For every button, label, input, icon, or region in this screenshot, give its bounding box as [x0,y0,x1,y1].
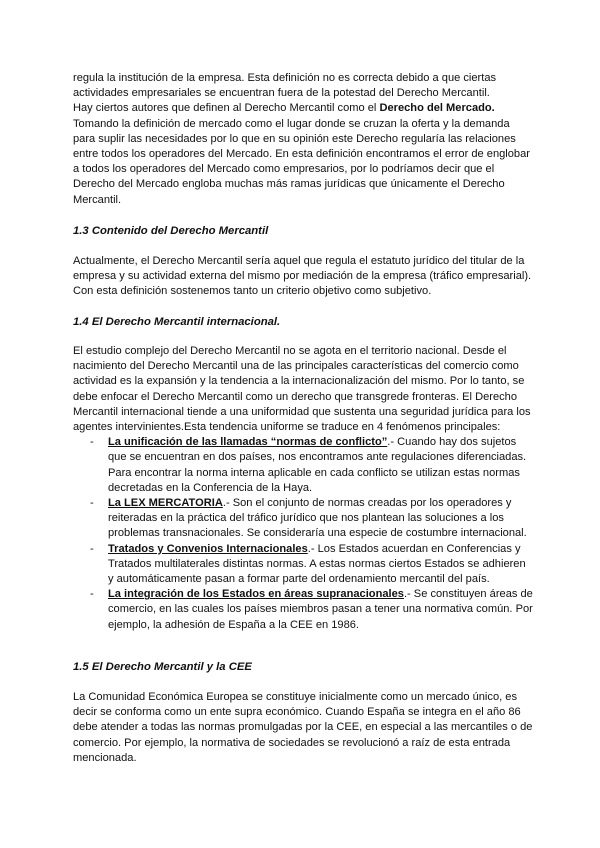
list-item-title: La integración de los Estados en áreas supranacionales [108,588,404,601]
dash-marker: - [90,436,94,449]
phenomena-list [73,435,533,633]
section-1-3-body: Actualmente, el Derecho Mercantil sería aquel que regula el estatuto jurídico del titular de la empresa y su actividad externa del mismo por mediación de la empresa (tráfico empresarial). Con esta definición sostenemos tanto un criterio objetivo como subjetivo. [73,255,532,298]
dash-marker: - [90,542,94,555]
list-item [73,542,533,588]
heading-1-5: 1.5 El Derecho Mercantil y la CEE [73,661,252,673]
heading-1-4: 1.4 El Derecho Mercantil internacional. [73,316,281,328]
list-item-text: .- Se constituyen áreas de comercio, en las cuales los países miembros pasan a tener una normativa común. Por ejemplo, la adhesión de España a la CEE en 1986. [108,588,533,631]
section-1-5-body: La Comunidad Económica Europea se constituye inicialmente como un mercado único, es decir se conforma como un ente supra económico. Cuando España se integra en el año 86 debe atender a todas las normas promulgadas por la CEE, en especial a las mercantiles o de comercio. Por ejemplo, la normativa de sociedades se revolucionó a raíz de esta entrada mencionada. [73,691,533,764]
list-item [73,587,533,633]
list-item-text: .- Cuando hay dos sujetos que se encuentran en dos países, nos encontramos ante regulaciones diferenciadas. Para encontrar la norma interna aplicable en cada conflicto se utilizan estas normas decretadas en la Conferencia de la Haya. [108,436,527,494]
list-item-text: .- Los Estados acuerdan en Conferencias y Tratados multilaterales distintas normas. A estas normas ciertos Estados se adhieren y automáticamente pasan a formar parte del ordenamiento mercantil del país. [108,542,526,586]
intro-p2-bold: Derecho del Mercado. [379,102,495,115]
dash-marker: - [90,588,94,601]
intro-paragraph-2 [73,101,533,207]
section-1-4-paragraph: El estudio complejo del Derecho Mercantil no se agota en el territorio nacional. Desde el nacimiento del Derecho Mercantil una de las principales características del comercio como actividad es la expansión y la tendencia a la internacionalización del mismo. Por lo tanto, se debe enfocar el Derecho Mercantil como un derecho que transgrede fronteras. El Derecho Mercantil internacional tiende a una uniformidad que sustenta una seguridad jurídica para los agentes intervinientes.Esta tendencia uniforme se traduce en 4 fenómenos principales: [73,345,531,434]
intro-text [73,71,533,208]
intro-paragraph-1: regula la institución de la empresa. Esta definición no es correcta debido a que ciertas actividades empresariales se encuentran fuera de la potestad del Derecho Mercantil. [73,72,497,100]
list-item-title: La unificación de las llamadas “normas de conflicto” [108,436,388,449]
heading-1-3: 1.3 Contenido del Derecho Mercantil [73,225,269,237]
list-item-title: Tratados y Convenios Internacionales [108,542,308,555]
list-item-text: .- Son el conjunto de normas creadas por los operadores y reiteradas en la práctica del tráfico jurídico que nos plantean las soluciones a los problemas transnacionales. Se consideraría una especie de costumbre internacional. [108,497,527,540]
dash-marker: - [90,497,94,510]
intro-p2-rest: Tomando la definición de mercado como el lugar donde se cruzan la oferta y la demanda para suplir las necesidades por lo que en su opinión este Derecho regularía las relaciones entre todos los operadores del Mercado. En esta definición encontramos el error de englobar a todos los operadores del Mercado como empresarios, por lo podríamos decir que el Derecho del Mercado engloba muchas más ramas jurídicas que únicamente el Derecho Mercantil. [73,117,530,206]
section-1-4-body [73,344,533,633]
list-item [73,496,533,542]
list-item [73,435,533,496]
list-item-title: La LEX MERCATORIA [108,497,223,510]
intro-p2-start: Hay ciertos autores que definen al Derecho Mercantil como el [73,102,380,115]
